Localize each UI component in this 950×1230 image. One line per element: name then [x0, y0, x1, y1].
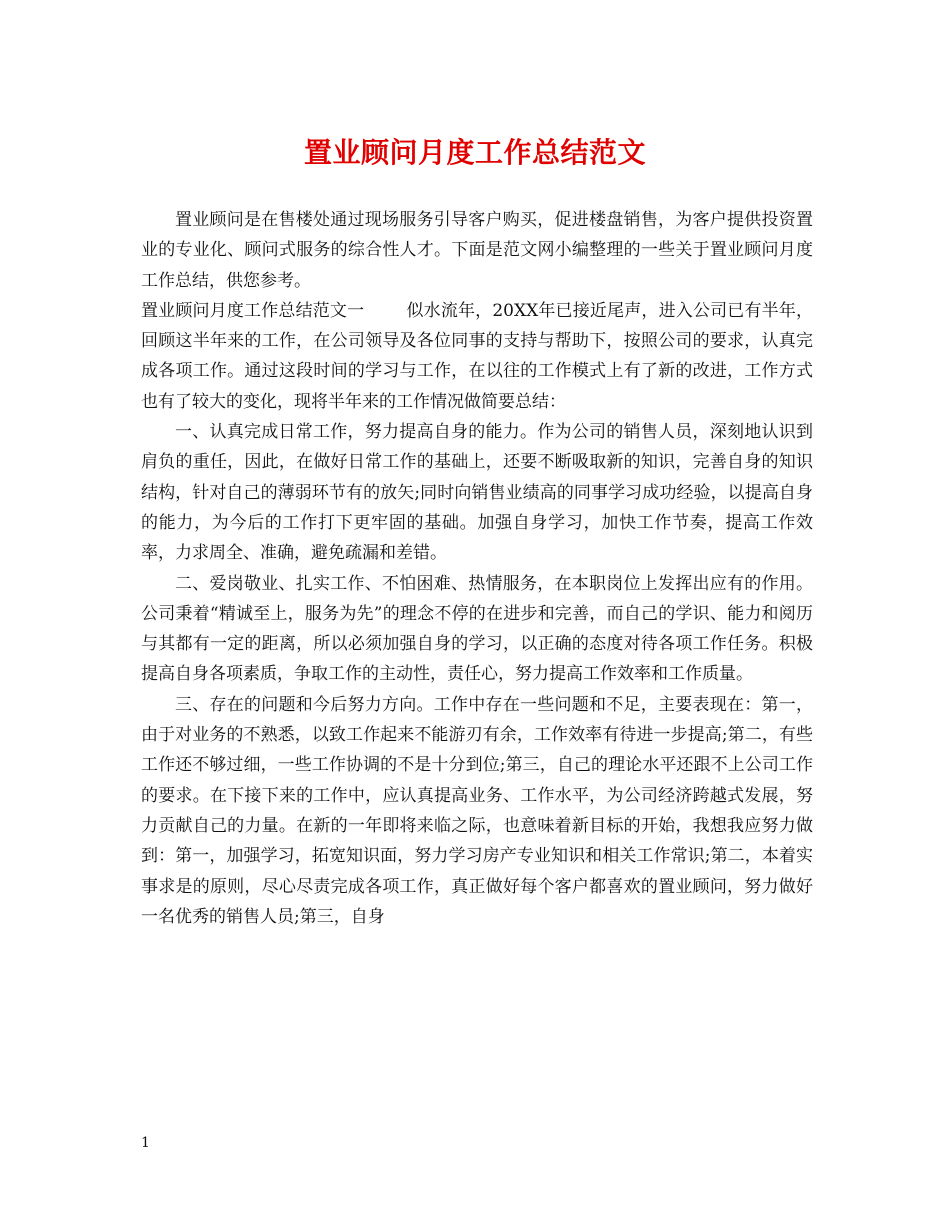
section-heading: 置业顾问月度工作总结范文一 [141, 300, 365, 321]
section-paragraph [141, 296, 813, 417]
point-two-paragraph: 二、爱岗敬业、扎实工作、不怕困难、热情服务，在本职岗位上发挥出应有的作用。公司秉着“精诚至上，服务为先”的理念不停的在进步和完善，而自己的学识、能力和阅历与其都有一定的距离，所以必须加强自身的学习，以正确的态度对待各项工作任务。积极提高自身各项素质，争取工作的主动性，责任心，努力提高工作效率和工作质量。 [141, 573, 813, 685]
point-three-paragraph: 三、存在的问题和今后努力方向。工作中存在一些问题和不足，主要表现在：第一，由于对业务的不熟悉，以致工作起来不能游刃有余，工作效率有待进一步提高;第二，有些工作还不够过细，一些工作协调的不是十分到位;第三，自己的理论水平还跟不上公司工作的要求。在下接下来的工作中，应认真提高业务、工作水平，为公司经济跨越式发展，努力贡献自己的力量。在新的一年即将来临之际，也意味着新目标的开始，我想我应努力做到：第一，加强学习，拓宽知识面，努力学习房产专业知识和相关工作常识;第二，本着实事求是的原则，尽心尽责完成各项工作，真正做好每个客户都喜欢的置业顾问，努力做好一名优秀的销售人员;第三，自身 [141, 694, 813, 927]
page-number: 1 [141, 1135, 150, 1151]
intro-paragraph: 置业顾问是在售楼处通过现场服务引导客户购买，促进楼盘销售，为客户提供投资置业的专业化、顾问式服务的综合性人才。下面是范文网小编整理的一些关于置业顾问月度工作总结，供您参考。 [141, 210, 813, 291]
section-opening: 似水流年，20XX年已接近尾声，进入公司已有半年，回顾这半年来的工作，在公司领导及各位同事的支持与帮助下，按照公司的要求，认真完成各项工作。通过这段时间的学习与工作，在以往的工作模式上有了新的改进，工作方式也有了较大的变化，现将半年来的工作情况做简要总结： [141, 300, 814, 412]
page-title: 置业顾问月度工作总结范文 [303, 136, 646, 169]
point-one-paragraph: 一、认真完成日常工作，努力提高自身的能力。作为公司的销售人员，深刻地认识到肩负的重任，因此，在做好日常工作的基础上，还要不断吸取新的知识，完善自身的知识结构，针对自己的薄弱环节有的放矢;同时向销售业绩高的同事学习成功经验，以提高自身的能力，为今后的工作打下更牢固的基础。加强自身学习，加快工作节奏，提高工作效率，力求周全、准确，避免疏漏和差错。 [141, 422, 813, 564]
document-body [141, 205, 813, 932]
